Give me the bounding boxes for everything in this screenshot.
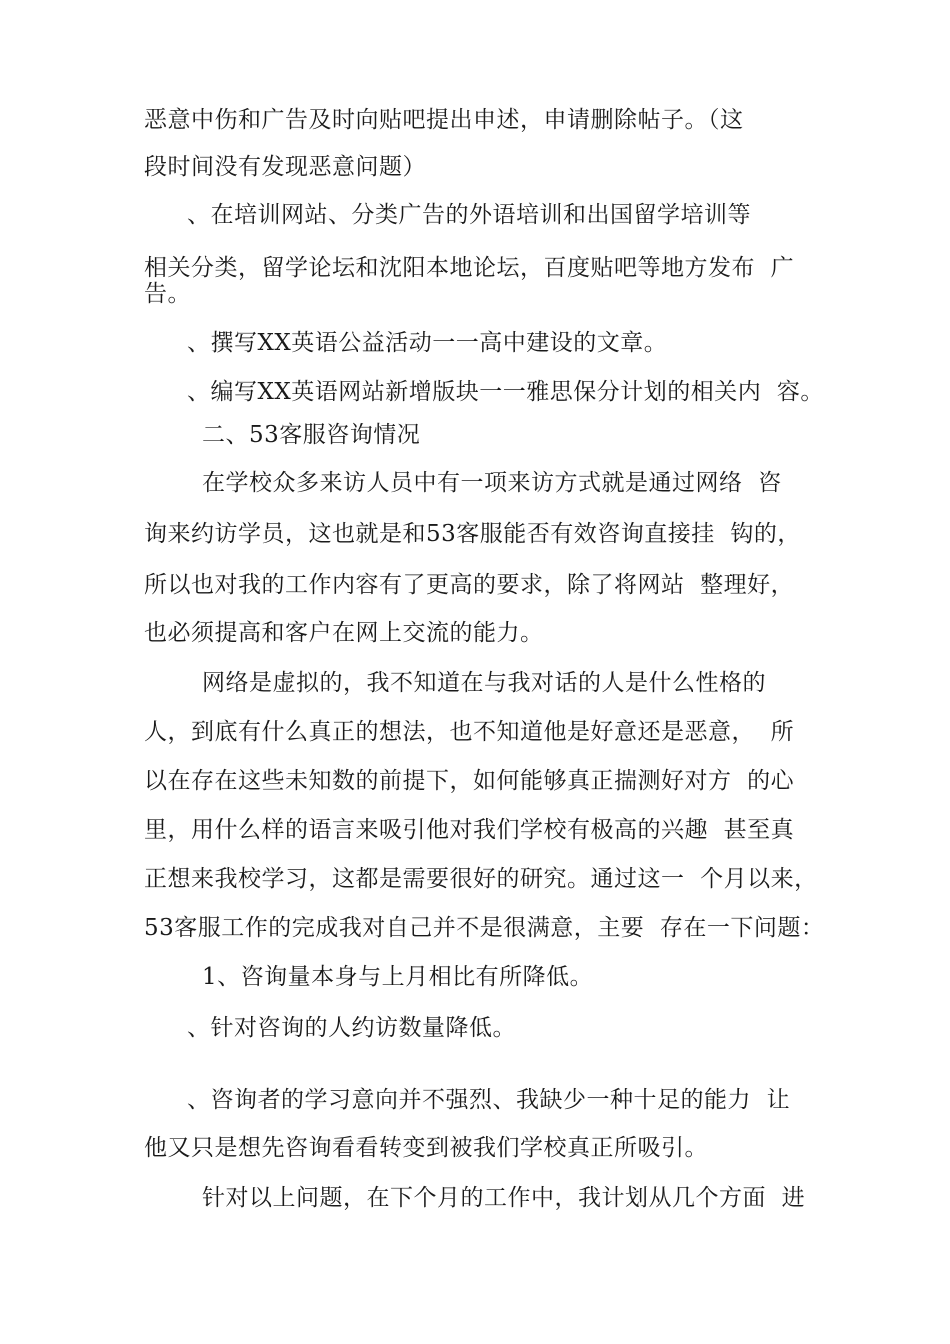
text-line: 、在培训网站、分类广告的外语培训和出国留学培训等 — [187, 202, 751, 228]
text-line: 恶意中伤和广告及时向贴吧提出申述，申请删除帖子。（这 — [144, 107, 744, 133]
text-line: 他又只是想先咨询看看转变到被我们学校真正所吸引。 — [144, 1135, 708, 1161]
text-line: 告。 — [144, 281, 191, 307]
text-line: 针对以上问题，在下个月的工作中，我计划从几个方面 进 — [202, 1185, 806, 1211]
text-line: 、编写XX英语网站新增版块一一雅思保分计划的相关内 容。 — [187, 379, 824, 405]
text-line: 网络是虚拟的，我不知道在与我对话的人是什么性格的 — [202, 670, 766, 696]
text-line: 53客服工作的完成我对自己并不是很满意，主要 存在一下问题： — [144, 915, 825, 941]
text-line: 、撰写XX英语公益活动一一高中建设的文章。 — [187, 330, 668, 356]
text-line: 相关分类，留学论坛和沈阳本地论坛，百度贴吧等地方发布 广 — [144, 255, 795, 281]
text-line: 所以也对我的工作内容有了更高的要求，除了将网站 整理好， — [144, 572, 795, 598]
text-line: 询来约访学员，这也就是和53客服能否有效咨询直接挂 钩的， — [144, 521, 801, 547]
text-line: 里，用什么样的语言来吸引他对我们学校有极高的兴趣 甚至真 — [144, 817, 795, 843]
section-heading: 二、53客服咨询情况 — [202, 422, 421, 448]
text-line: 正想来我校学习，这都是需要很好的研究。通过这一 个月以来， — [144, 866, 818, 892]
text-line: 以在存在这些未知数的前提下，如何能够真正揣测好对方 的心 — [144, 768, 795, 794]
list-item: 1、咨询量本身与上月相比有所降低。 — [202, 964, 594, 990]
list-item: 、针对咨询的人约访数量降低。 — [187, 1015, 516, 1041]
text-line: 段时间没有发现恶意问题） — [144, 154, 426, 180]
text-line: 在学校众多来访人员中有一项来访方式就是通过网络 咨 — [202, 470, 782, 496]
list-item: 、咨询者的学习意向并不强烈、我缺少一种十足的能力 让 — [187, 1087, 791, 1113]
text-line: 也必须提高和客户在网上交流的能力。 — [144, 620, 544, 646]
text-line: 人，到底有什么真正的想法，也不知道他是好意还是恶意， 所 — [144, 719, 795, 745]
